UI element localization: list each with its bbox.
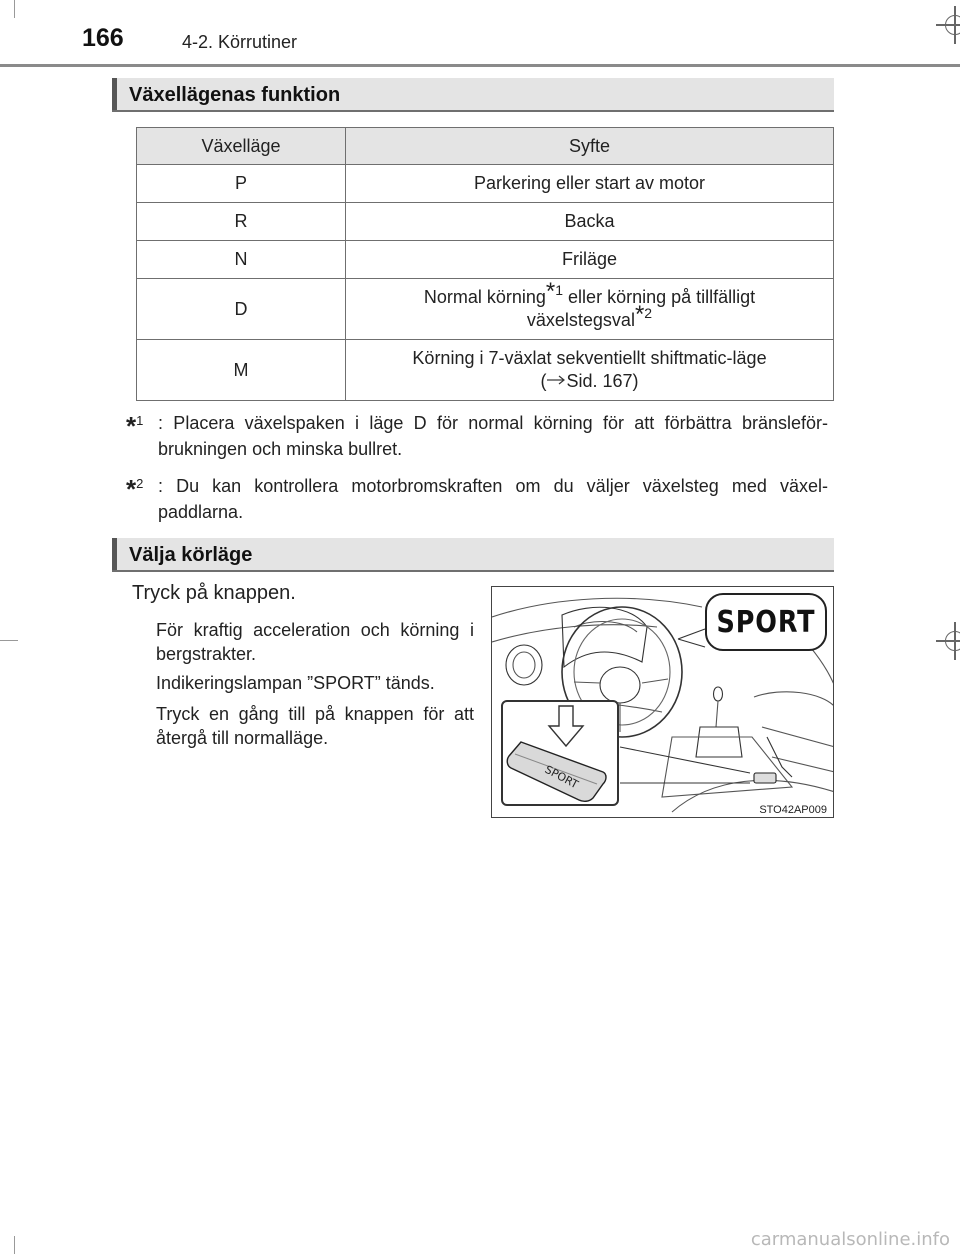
asterisk-icon: *$^2$ xyxy=(126,474,144,504)
footnote-ref: 1 xyxy=(555,282,564,298)
button-inset xyxy=(501,700,619,806)
purpose-text: Normal körning xyxy=(423,287,546,307)
description-paragraph: Indikeringslampan ”SPORT” tänds. xyxy=(156,673,435,693)
page-number: 166 xyxy=(82,24,124,52)
mode-cell: P xyxy=(137,165,346,203)
section-heading xyxy=(112,538,834,572)
column-header-mode: Växelläge xyxy=(137,128,346,165)
section-accent xyxy=(112,78,117,110)
chapter-title: 4-2. Körrutiner xyxy=(182,32,298,52)
footnote-ref: 2 xyxy=(644,305,653,321)
table-row xyxy=(137,279,834,340)
table-row xyxy=(137,340,834,401)
sport-button-drawing xyxy=(503,702,617,804)
crop-mark xyxy=(14,0,15,18)
column-header-purpose: Syfte xyxy=(346,128,834,165)
table-row xyxy=(137,203,834,241)
asterisk-icon: * xyxy=(545,278,556,305)
table-row xyxy=(137,165,834,203)
section-title: Välja körläge xyxy=(129,544,253,566)
purpose-cell xyxy=(346,279,834,340)
watermark: carmanualsonline.info xyxy=(750,1229,950,1250)
footnote xyxy=(126,410,828,462)
crop-mark xyxy=(14,1236,15,1254)
description-paragraph: Tryck en gång till på knappen för att återgå till normalläge. xyxy=(156,704,474,748)
gear-mode-table xyxy=(136,127,834,401)
purpose-text: växelstegsval xyxy=(526,310,635,330)
purpose-cell: Friläge xyxy=(346,241,834,279)
purpose-cell: Körning i 7-växlat sekventiellt shiftmatic-läge ( Sid. 167) xyxy=(346,340,834,401)
registration-mark xyxy=(942,12,960,38)
illustration-code: STO42AP009 xyxy=(759,804,827,816)
instruction-text: Tryck på knappen. xyxy=(132,582,296,604)
purpose-cell: Parkering eller start av motor xyxy=(346,165,834,203)
mode-cell: R xyxy=(137,203,346,241)
mode-cell: D xyxy=(137,279,346,340)
table-header-row xyxy=(137,128,834,165)
purpose-cell: Backa xyxy=(346,203,834,241)
footnote-text: : Placera växelspaken i läge D för normal körning för att förbättra bränsleför- brukningen och minska bullret. xyxy=(158,413,828,459)
purpose-text: Körning i 7-växlat sekventiellt shiftmatic-läge xyxy=(412,348,767,368)
section-heading xyxy=(112,78,834,112)
section-title: Växellägenas funktion xyxy=(129,84,341,106)
registration-mark xyxy=(942,628,960,654)
asterisk-icon: * xyxy=(634,301,645,328)
button-label: SPORT xyxy=(542,762,581,792)
purpose-text: eller körning på tillfälligt xyxy=(563,287,756,307)
sport-indicator-callout xyxy=(705,593,827,651)
table-row xyxy=(137,241,834,279)
crop-mark xyxy=(0,640,18,641)
header-rule xyxy=(0,64,960,67)
sport-button-illustration xyxy=(491,586,834,818)
page-reference-link[interactable]: Sid. 167) xyxy=(566,371,639,391)
asterisk-icon: *$^1$ xyxy=(126,411,144,441)
description-paragraph: För kraftig acceleration och körning i bergstrakter. xyxy=(156,620,474,664)
mode-cell: M xyxy=(137,340,346,401)
mode-cell: N xyxy=(137,241,346,279)
arrow-right-icon xyxy=(546,371,566,391)
sport-label: SPORT xyxy=(716,605,816,640)
section-accent xyxy=(112,538,117,570)
footnote-text: : Du kan kontrollera motorbromskraften om du väljer växelsteg med växel- paddlarna. xyxy=(158,476,828,522)
press-arrow-icon xyxy=(549,706,583,746)
footnote xyxy=(126,473,828,525)
